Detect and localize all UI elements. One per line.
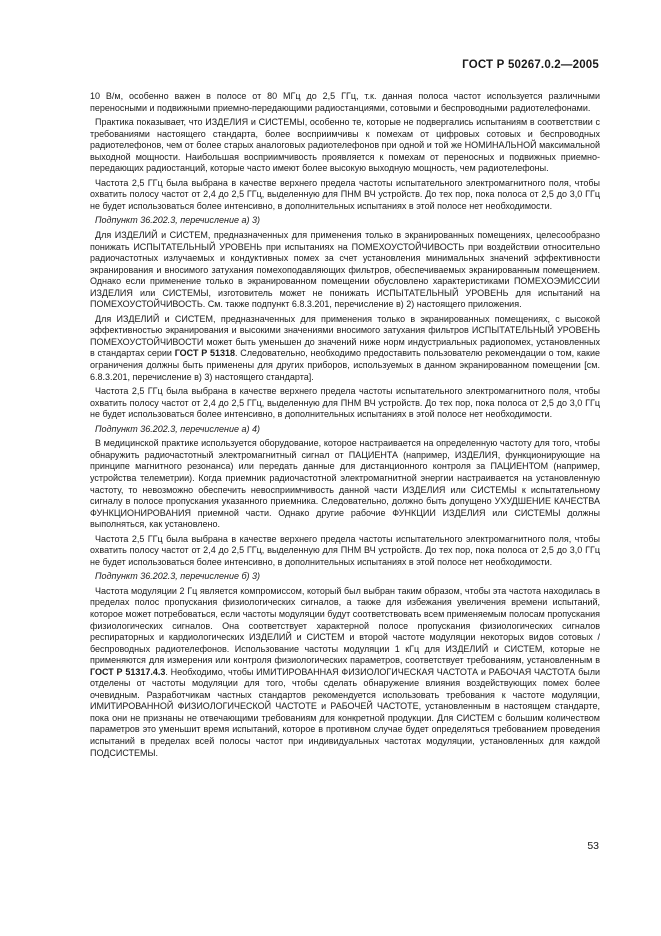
standard-reference: ГОСТ Р 51317.4.3 <box>90 666 166 677</box>
paragraph: Частота 2,5 ГГц была выбрана в качестве верхнего предела частоты испытательного электромагнитного поля, чтобы охватить полосу частот от 2,4 до 2,5 ГГц, выделенную для ПНМ ВЧ устройств. До тех пор, пока полоса от 2,5 до 3,0 ГГц не будет использоваться более интенсивно, в дополнительных испытаниях в этой полосе нет необходимости. <box>90 177 600 211</box>
subclause-heading: Подпункт 36.202.3, перечисление а) 4) <box>95 423 260 434</box>
paragraph: Частота модуляции 2 Гц является компромиссом, который был выбран таким образом, чтобы эта частота находилась в пределах полос пропускания физиологических сигналов, а также для избежания увеличения времени испытаний, которое может потребоваться, если частоты модуляции будут соответствовать всем применяемым полосам пропускания физиологических сигналов. Она соответствует характерной полосе пропускания физиологических сигналов респираторных и кардиологических ИЗДЕЛИЙ и СИСТЕМ и второй частоте модуляции некоторых видов сотовых / беспроводных радиотелефонов. Использование частоты модуляции 1 кГц для ИЗДЕЛИЙ и СИСТЕМ, которые не применяются для измерения или контроля физиологических параметров, соответствует требованиям, установленным в ГОСТ Р 51317.4.3. Необходимо, чтобы ИМИТИРОВАННАЯ ФИЗИОЛОГИЧЕСКАЯ ЧАСТОТА и РАБОЧАЯ ЧАСТОТА были отделены от частоты модуляции для того, чтобы сделать обнаружение влияния воздействующих помех более очевидным. Разработчикам частных стандартов рекомендуется использовать требования к частоте модуляции, ИМИТИРОВАННОЙ ФИЗИОЛОГИЧЕСКОЙ ЧАСТОТЕ и РАБОЧЕЙ ЧАСТОТЕ, установленным в настоящем стандарте, пока они не признаны не отвечающими требованиям для конкретной продукции. Для СИСТЕМ с большим количеством параметров это уменьшит время испытаний, которое в противном случае будет определяться требованием проведения испытаний в пределах всей полосы частот при индивидуальных частотах модуляции, установленных для каждой ПОДСИСТЕМЫ. <box>90 585 600 758</box>
subclause-heading: Подпункт 36.202.3, перечисление а) 3) <box>95 215 260 226</box>
paragraph: Частота 2,5 ГГц была выбрана в качестве верхнего предела частоты испытательного электромагнитного поля, чтобы охватить полосу частот от 2,4 до 2,5 ГГц, выделенную для ПНМ ВЧ устройств. До тех пор, пока полоса от 2,5 до 3,0 ГГц не будет использоваться более интенсивно, в дополнительных испытаниях в этой полосе нет необходимости. <box>90 533 600 567</box>
paragraph: Для ИЗДЕЛИЙ и СИСТЕМ, предназначенных для применения только в экранированных помещениях, целесообразно понижать ИСПЫТАТЕЛЬНЫЙ УРОВЕНЬ при испытаниях на ПОМЕХОУСТОЙЧИВОСТЬ при воздействии относительно радиочастотных излучаемых и кондуктивных помех за счет установления минимальных значений эффективности экранирования и вносимого затухания помехоподавляющих фильтров, обеспечиваемых экранированным помещением. Однако если применение только в экранированном помещении обусловлено характеристиками ПОМЕХОЭМИССИИ ИЗДЕЛИЯ или СИСТЕМЫ, изготовитель может не понижать ИСПЫТАТЕЛЬНЫЙ УРОВЕНЬ для испытаний на ПОМЕХОУСТОЙЧИВОСТЬ. См. также подпункт 6.8.3.201, перечисление в) 2) настоящего приложения. <box>90 230 600 310</box>
paragraph: В медицинской практике используется оборудование, которое настраивается на определенную частоту для того, чтобы обнаружить радиочастотный электромагнитный сигнал от ПАЦИЕНТА (например, ИЗДЕЛИЯ, функционирующие на принципе магнитного резонанса) или передать данные для дистанционного контроля за ПАЦИЕНТОМ (например, устройства телеметрии). Когда приемник радиочастотной электромагнитной энергии настраивается на установленную частоту, то невозможно обеспечить невосприимчивость данной части ИЗДЕЛИЯ или СИСТЕМЫ к испытательному сигналу в полосе пропускания указанного приемника. Следовательно, должно быть допущено УХУДШЕНИЕ КАЧЕСТВА ФУНКЦИОНИРОВАНИЯ приемной части. Однако другие рабочие ФУНКЦИИ ИЗДЕЛИЯ или СИСТЕМЫ должны выполняться, как установлено. <box>90 438 600 530</box>
paragraph: Частота 2,5 ГГц была выбрана в качестве верхнего предела частоты испытательного электромагнитного поля, чтобы охватить полосу частот от 2,4 до 2,5 ГГц, выделенную для ПНМ ВЧ устройств. До тех пор, пока полоса от 2,5 до 3,0 ГГц не будет использоваться более интенсивно, в дополнительных испытаниях в этой полосе нет необходимости. <box>90 386 600 420</box>
subclause-heading: Подпункт 36.202.3, перечисление б) 3) <box>95 571 261 582</box>
page-number: 53 <box>587 840 599 852</box>
standard-reference: ГОСТ Р 51318 <box>174 348 236 359</box>
document-body <box>90 91 600 762</box>
paragraph: Практика показывает, что ИЗДЕЛИЯ и СИСТЕМЫ, особенно те, которые не подвергались испытаниям в соответствии с требованиями настоящего стандарта, более восприимчивы к помехам от цифровых сотовых и беспроводных радиотелефонов, чем от более старых аналоговых радиотелефонов при одной и той же НОМИНАЛЬНОЙ максимальной выходной мощности. Наибольшая восприимчивость проявляется к помехам от переносных и подвижных приемно-передающих радиостанций, которые часто имеют более высокую выходную мощность, чем радиотелефоны. <box>90 117 600 174</box>
paragraph: 10 В/м, особенно важен в полосе от 80 МГц до 2,5 ГГц, т.к. данная полоса частот используется различными переносными и подвижными приемно-передающими радиостанциями, сотовыми и беспроводными радиотелефонами. <box>90 91 600 113</box>
paragraph: Для ИЗДЕЛИЙ и СИСТЕМ, предназначенных для применения только в экранированных помещениях, с высокой эффективностью экранирования и высокими значениями вносимого затухания фильтров ИСПЫТАТЕЛЬНЫЙ УРОВЕНЬ ПОМЕХОУСТОЙЧИВОСТИ может быть уменьшен до значений ниже норм индустриальных радиопомех, установленных в стандартах серии ГОСТ Р 51318. Следовательно, необходимо предоставить пользователю рекомендации о том, какие ограничения должны быть применены для других приборов, используемых в данном экранированном помещении [см. 6.8.3.201, перечисление в) 3) настоящего стандарта]. <box>90 313 600 382</box>
document-header: ГОСТ Р 50267.0.2—2005 <box>462 59 599 71</box>
